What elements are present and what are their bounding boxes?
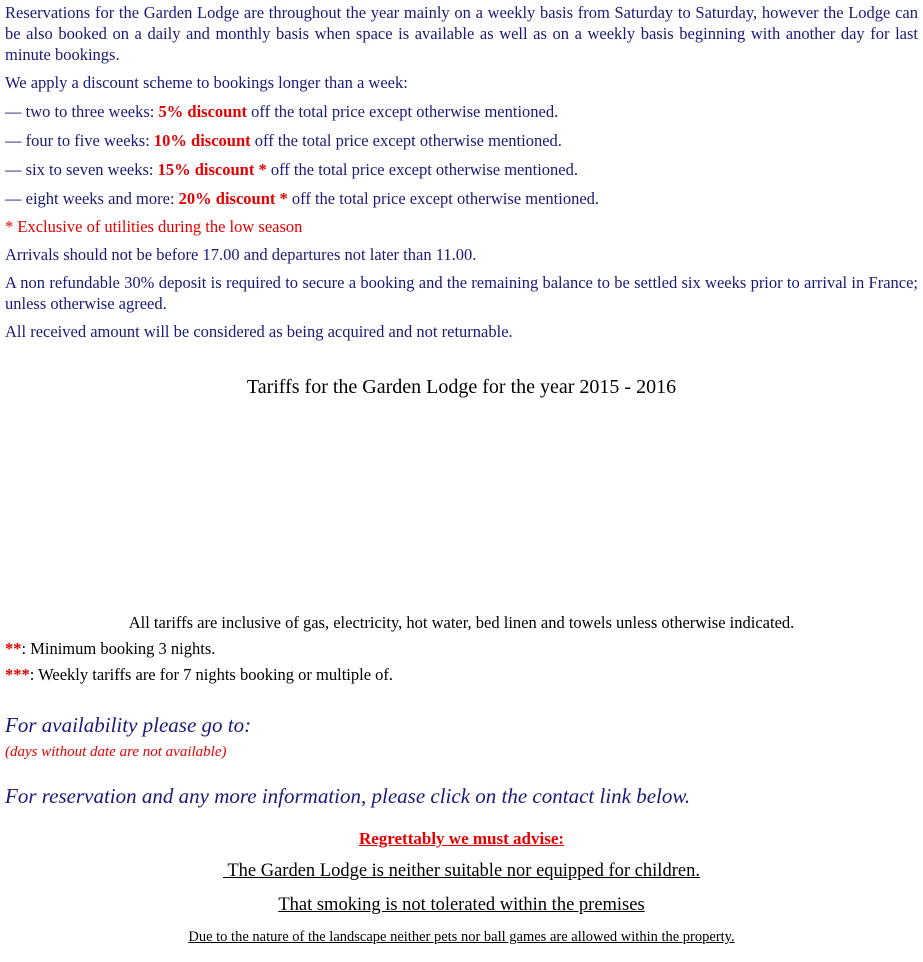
discount-rate: 15% discount — [157, 160, 255, 179]
discount-period: — eight weeks and more: — [5, 189, 179, 208]
weekly-tariff-note — [5, 664, 918, 685]
footnote-mark: ** — [5, 639, 22, 658]
discount-period: — six to seven weeks: — [5, 160, 158, 179]
discount-period: — four to five weeks: — [5, 131, 154, 150]
discount-line-1 — [5, 101, 918, 122]
discount-period: — two to three weeks: — [5, 102, 159, 121]
availability-heading: For availability please go to: — [5, 713, 252, 737]
minimum-booking-note — [5, 638, 918, 659]
discount-rate: 5% discount — [158, 102, 247, 121]
availability-note: (days without date are not available) — [5, 744, 227, 760]
no-children-warning: The Garden Lodge is neither suitable nor equipped for children. — [223, 861, 700, 881]
discount-suffix: off the total price except otherwise mentioned. — [266, 160, 578, 179]
discount-suffix: off the total price except otherwise mentioned. — [250, 131, 562, 150]
discount-line-4 — [5, 188, 918, 209]
arrival-times: Arrivals should not be before 17.00 and departures not later than 11.00. — [5, 245, 477, 264]
discount-suffix: off the total price except otherwise mentioned. — [247, 102, 559, 121]
discount-line-3 — [5, 159, 918, 180]
non-returnable-note: All received amount will be considered as being acquired and not returnable. — [5, 322, 513, 341]
discount-suffix: off the total price except otherwise mentioned. — [287, 189, 600, 208]
discount-intro: We apply a discount scheme to bookings longer than a week: — [5, 73, 408, 92]
discount-star: * — [254, 160, 267, 179]
intro-paragraph: Reservations for the Garden Lodge are throughout the year mainly on a weekly basis from Saturday to Saturday, however the Lodge can be also booked on a daily and monthly basis when space is available as well as on a weekly basis beginning with another day for last minute bookings. — [5, 3, 918, 64]
discount-line-2 — [5, 130, 918, 151]
discount-rate: 10% discount — [153, 131, 251, 150]
footnote-text: : Minimum booking 3 nights. — [21, 639, 216, 658]
tariff-table-area — [5, 405, 918, 605]
footnote-text: : Weekly tariffs are for 7 nights booking or multiple of. — [29, 665, 394, 684]
discount-rate: 20% discount — [178, 189, 276, 208]
no-smoking-warning: That smoking is not tolerated within the premises — [278, 895, 645, 915]
discount-star: * — [275, 189, 288, 208]
footnote-mark: *** — [5, 665, 30, 684]
inclusive-note: All tariffs are inclusive of gas, electricity, hot water, bed linen and towels unless otherwise indicated. — [128, 613, 795, 632]
tariffs-title: Tariffs for the Garden Lodge for the year 2015 - 2016 — [246, 376, 677, 398]
deposit-paragraph: A non refundable 30% deposit is required to secure a booking and the remaining balance to be settled six weeks prior to arrival in France; unless otherwise agreed. — [5, 273, 918, 313]
reservation-contact-text: For reservation and any more information, please click on the contact link below. — [5, 784, 691, 808]
no-pets-warning: Due to the nature of the landscape neither pets nor ball games are allowed within the property. — [188, 929, 735, 945]
utilities-note: * Exclusive of utilities during the low season — [5, 217, 303, 236]
warning-title: Regrettably we must advise: — [358, 829, 565, 848]
